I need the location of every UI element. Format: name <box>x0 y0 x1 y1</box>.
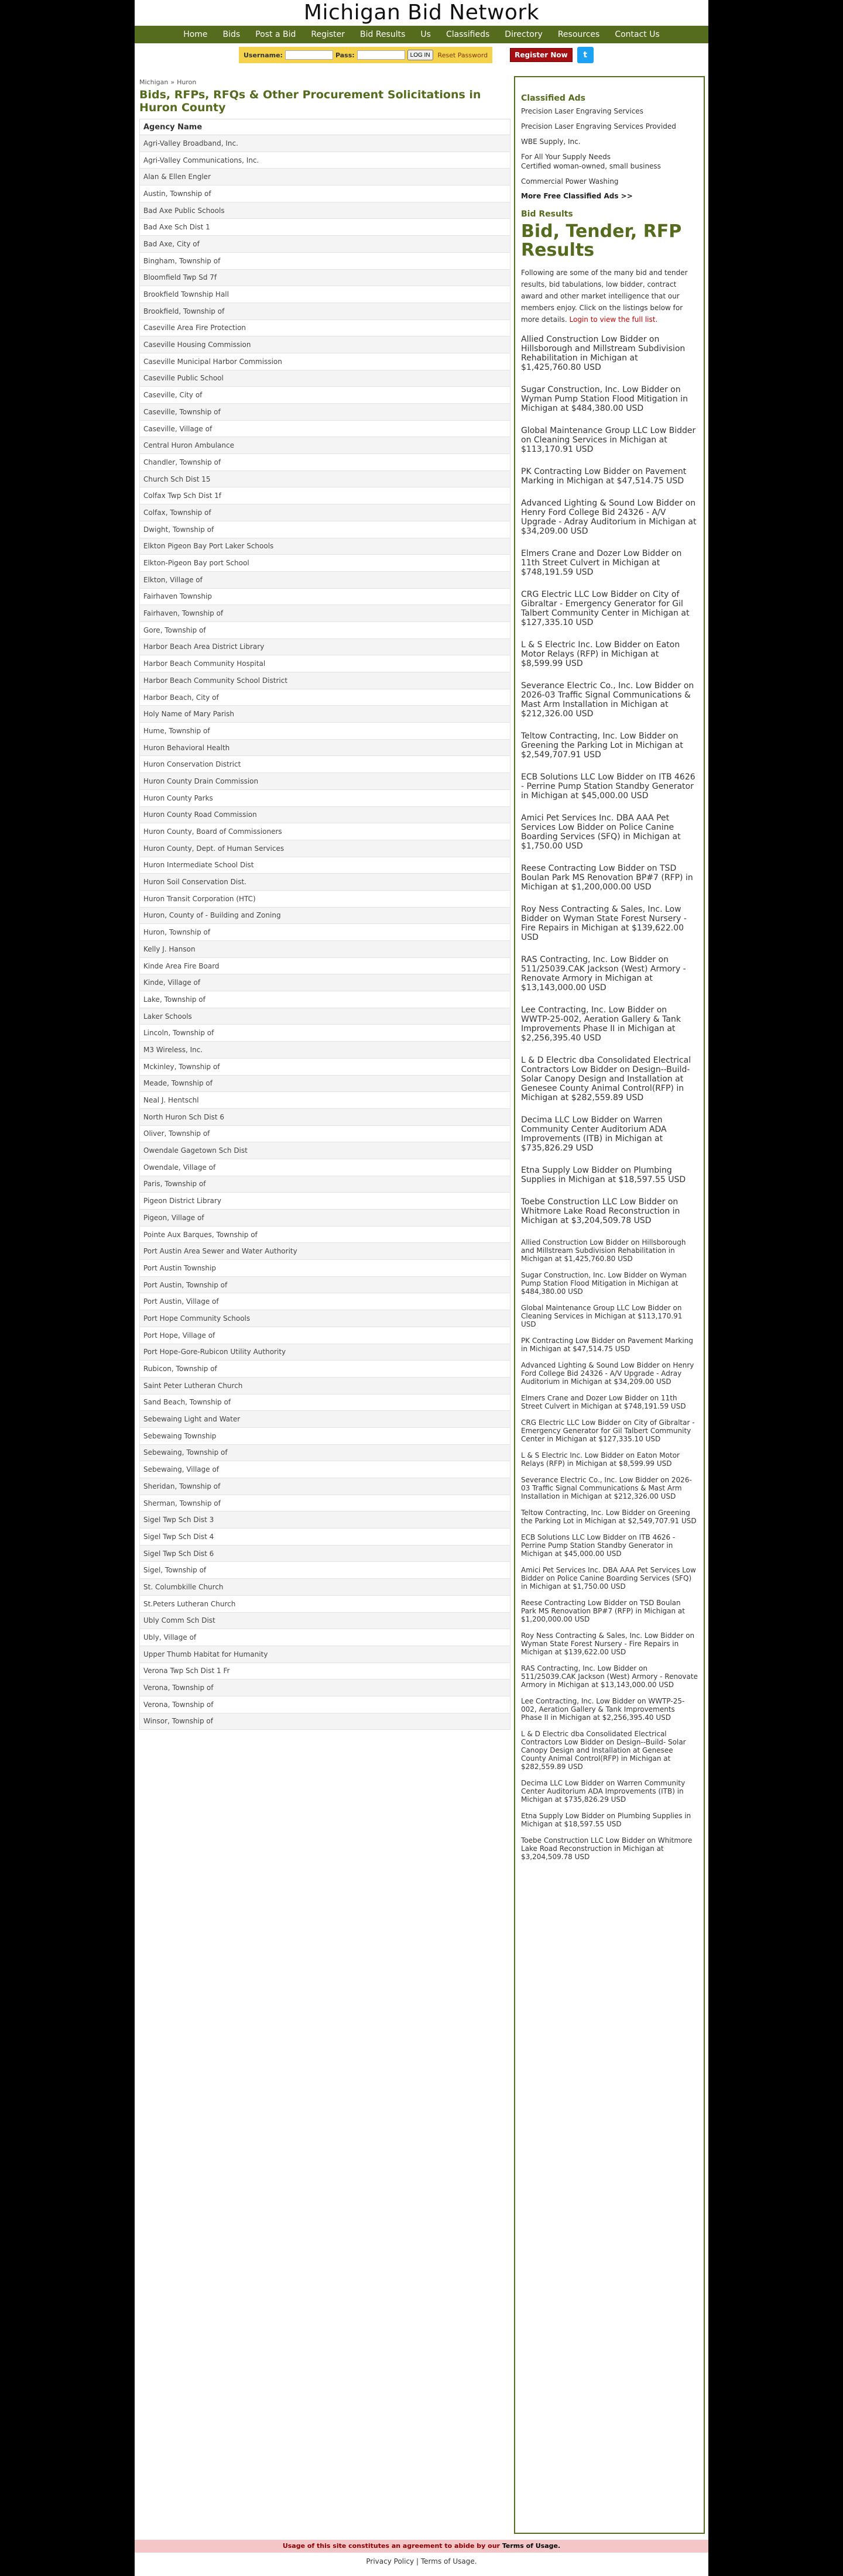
table-row[interactable] <box>140 404 510 421</box>
agency-name-cell[interactable]: Lake, Township of <box>140 991 510 1008</box>
table-row[interactable] <box>140 1310 510 1327</box>
agency-name-header: Agency Name <box>140 119 510 135</box>
bid-result-item[interactable]: PK Contracting Low Bidder on Pavement Marking in Michigan at $47,514.75 USD <box>521 1337 693 1353</box>
table-row[interactable] <box>140 638 510 655</box>
agency-name-cell[interactable]: Paris, Township of <box>140 1176 510 1193</box>
agency-name-cell[interactable]: Huron, County of - Building and Zoning <box>140 907 510 924</box>
table-row[interactable] <box>140 353 510 370</box>
agency-name-cell[interactable]: Bad Axe, City of <box>140 236 510 253</box>
agency-name-cell[interactable]: Chandler, Township of <box>140 454 510 471</box>
agency-name-cell[interactable]: Bingham, Township of <box>140 252 510 269</box>
agency-table <box>139 119 510 1730</box>
table-row[interactable] <box>140 1008 510 1025</box>
bid-result-item[interactable]: ECB Solutions LLC Low Bidder on ITB 4626 - Perrine Pump Station Standby Generator in Michigan at $45,000.00 USD <box>521 772 695 801</box>
agency-name-cell[interactable]: Verona, Township of <box>140 1696 510 1713</box>
agency-name-cell[interactable]: Huron Conservation District <box>140 756 510 773</box>
breadcrumb <box>139 78 510 86</box>
table-row[interactable] <box>140 1210 510 1227</box>
main-nav <box>135 26 708 43</box>
agency-name-cell[interactable]: St.Peters Lutheran Church <box>140 1595 510 1612</box>
table-row[interactable] <box>140 1327 510 1344</box>
agency-name-cell[interactable]: St. Columbkille Church <box>140 1579 510 1596</box>
bid-result-item[interactable]: Advanced Lighting & Sound Low Bidder on Henry Ford College Bid 24326 - A/V Upgrade - Adray Auditorium in Michigan at $34,209.00 USD <box>521 1361 694 1386</box>
table-row[interactable] <box>140 1663 510 1679</box>
bid-result-item[interactable]: Decima LLC Low Bidder on Warren Community Center Auditorium ADA Improvements (ITB) in Michigan at $735,826.29 USD <box>521 1779 686 1804</box>
agency-name-cell[interactable]: Huron Behavioral Health <box>140 739 510 756</box>
table-row[interactable] <box>140 169 510 186</box>
bid-result-item[interactable]: RAS Contracting, Inc. Low Bidder on 511/25039.CAK Jackson (West) Armory - Renovate Armory in Michigan at $13,143,000.00 USD <box>521 955 686 992</box>
breadcrumb-separator: » <box>170 78 175 86</box>
table-row[interactable] <box>140 1646 510 1663</box>
bid-result-item[interactable]: Elmers Crane and Dozer Low Bidder on 11th Street Culvert in Michigan at $748,191.59 USD <box>521 549 682 577</box>
login-bar <box>135 43 708 67</box>
table-row[interactable] <box>140 1058 510 1075</box>
table-row[interactable] <box>140 1092 510 1109</box>
bid-result-item[interactable]: L & S Electric Inc. Low Bidder on Eaton Motor Relays (RFP) in Michigan at $8,599.99 USD <box>521 1451 680 1468</box>
table-row[interactable] <box>140 219 510 236</box>
agency-name-cell[interactable]: Brookfield, Township of <box>140 303 510 320</box>
bid-result-item[interactable]: L & S Electric Inc. Low Bidder on Eaton Motor Relays (RFP) in Michigan at $8,599.99 USD <box>521 640 680 668</box>
table-row[interactable] <box>140 857 510 874</box>
bid-result-item[interactable]: PK Contracting Low Bidder on Pavement Marking in Michigan at $47,514.75 USD <box>521 467 687 486</box>
bid-result-item[interactable]: Teltow Contracting, Inc. Low Bidder on Greening the Parking Lot in Michigan at $2,549,707.91 USD <box>521 731 683 760</box>
table-row[interactable] <box>140 1411 510 1428</box>
table-row[interactable] <box>140 957 510 974</box>
agency-name-cell[interactable]: North Huron Sch Dist 6 <box>140 1108 510 1125</box>
table-row[interactable] <box>140 874 510 891</box>
login-box <box>239 47 492 63</box>
table-row[interactable] <box>140 202 510 219</box>
bid-results-list-small <box>515 1238 704 1861</box>
table-row[interactable] <box>140 1595 510 1612</box>
table-row[interactable] <box>140 1495 510 1512</box>
agency-name-cell[interactable]: Sigel, Township of <box>140 1562 510 1579</box>
agency-name-cell[interactable]: M3 Wireless, Inc. <box>140 1042 510 1059</box>
table-row[interactable] <box>140 504 510 521</box>
agency-name-cell[interactable]: Port Austin Township <box>140 1260 510 1277</box>
table-row[interactable] <box>140 1679 510 1696</box>
agency-name-cell[interactable]: Bad Axe Sch Dist 1 <box>140 219 510 236</box>
table-row[interactable] <box>140 135 510 152</box>
nav-contact-us[interactable]: Contact Us <box>615 30 660 39</box>
agency-name-cell[interactable]: Huron County, Dept. of Human Services <box>140 840 510 857</box>
table-row[interactable] <box>140 974 510 991</box>
agency-name-cell[interactable]: Huron, Township of <box>140 924 510 941</box>
table-row[interactable] <box>140 1545 510 1562</box>
table-row[interactable] <box>140 823 510 840</box>
agency-name-cell[interactable]: Gore, Township of <box>140 621 510 638</box>
table-row[interactable] <box>140 538 510 555</box>
agency-name-cell[interactable]: Brookfield Township Hall <box>140 286 510 303</box>
agency-name-cell[interactable]: Ubly Comm Sch Dist <box>140 1612 510 1629</box>
page-title: Bids, RFPs, RFQs & Other Procurement Solicitations in Huron County <box>139 88 481 114</box>
nav-resources[interactable]: Resources <box>557 30 600 39</box>
bid-result-item[interactable]: Severance Electric Co., Inc. Low Bidder on 2026-03 Traffic Signal Communications & Mast Arm Installation in Michigan at $212,326.00 USD <box>521 1476 692 1500</box>
table-row[interactable] <box>140 152 510 169</box>
table-row[interactable] <box>140 723 510 740</box>
classified-ad[interactable]: Commercial Power Washing <box>521 177 619 186</box>
bid-result-item[interactable]: Sugar Construction, Inc. Low Bidder on Wyman Pump Station Flood Mitigation in Michigan at $484,380.00 USD <box>521 385 688 413</box>
classified-ad[interactable]: Precision Laser Engraving Services <box>521 107 643 115</box>
nav-post-a-bid[interactable]: Post a Bid <box>255 30 296 39</box>
agency-name-cell[interactable]: Alan & Ellen Engler <box>140 169 510 186</box>
agency-name-cell[interactable]: Port Austin Area Sewer and Water Authority <box>140 1243 510 1260</box>
table-row[interactable] <box>140 1713 510 1730</box>
table-row[interactable] <box>140 689 510 706</box>
agency-name-cell[interactable]: Elkton-Pigeon Bay port School <box>140 555 510 572</box>
bid-result-item[interactable]: Elmers Crane and Dozer Low Bidder on 11th Street Culvert in Michigan at $748,191.59 USD <box>521 1394 686 1410</box>
agency-name-cell[interactable]: Huron County Road Commission <box>140 806 510 823</box>
bid-result-item[interactable]: Toebe Construction LLC Low Bidder on Whitmore Lake Road Reconstruction in Michigan at $3,204,509.78 USD <box>521 1836 693 1861</box>
table-row[interactable] <box>140 706 510 723</box>
bid-results-label: Bid Results <box>521 209 573 219</box>
nav-bids[interactable]: Bids <box>222 30 241 39</box>
table-row[interactable] <box>140 555 510 572</box>
agency-name-cell[interactable]: Huron County Drain Commission <box>140 773 510 790</box>
table-row[interactable] <box>140 1629 510 1646</box>
reset-password-link[interactable]: Reset Password <box>437 51 488 59</box>
agency-name-cell[interactable]: Dwight, Township of <box>140 521 510 538</box>
bid-result-item[interactable]: Lee Contracting, Inc. Low Bidder on WWTP-25-002, Aeration Gallery & Tank Improvements Phase II in Michigan at $2,256,395.40 USD <box>521 1697 685 1722</box>
nav-directory[interactable]: Directory <box>505 30 543 39</box>
bid-result-item[interactable]: L & D Electric dba Consolidated Electrical Contractors Low Bidder on Design--Build- Solar Canopy Design and Installation at Genesee County Animal Control(RFP) in Michigan at $282,559.89 USD <box>521 1056 691 1102</box>
table-row[interactable] <box>140 605 510 622</box>
table-row[interactable] <box>140 236 510 253</box>
bid-result-item[interactable]: Toebe Construction LLC Low Bidder on Whitmore Lake Road Reconstruction in Michigan at $3,204,509.78 USD <box>521 1197 680 1225</box>
agency-name-cell[interactable]: Sebewaing, Village of <box>140 1461 510 1478</box>
table-row[interactable] <box>140 269 510 286</box>
agency-name-cell[interactable]: Port Hope, Village of <box>140 1327 510 1344</box>
agency-name-cell[interactable]: Pigeon, Village of <box>140 1210 510 1227</box>
classified-ad[interactable]: Precision Laser Engraving Services Provided <box>521 122 676 130</box>
agency-name-cell[interactable]: Sigel Twp Sch Dist 4 <box>140 1529 510 1545</box>
table-row[interactable] <box>140 370 510 387</box>
table-row[interactable] <box>140 1478 510 1495</box>
bid-result-item[interactable]: Reese Contracting Low Bidder on TSD Boulan Park MS Renovation BP#7 (RFP) in Michigan at $1,200,000.00 USD <box>521 864 693 892</box>
agency-name-cell[interactable]: Oliver, Township of <box>140 1125 510 1142</box>
nav-bid-results[interactable]: Bid Results <box>360 30 406 39</box>
page-container <box>135 0 708 2576</box>
agency-name-cell[interactable]: Huron Intermediate School Dist <box>140 857 510 874</box>
bid-result-item[interactable]: Lee Contracting, Inc. Low Bidder on WWTP-25-002, Aeration Gallery & Tank Improvements Phase II in Michigan at $2,256,395.40 USD <box>521 1005 681 1043</box>
username-input[interactable] <box>285 50 333 60</box>
table-row[interactable] <box>140 1260 510 1277</box>
bid-result-item[interactable]: CRG Electric LLC Low Bidder on City of Gibraltar - Emergency Generator for Gil Talbert Community Center in Michigan at $127,335.10 USD <box>521 590 690 627</box>
table-row[interactable] <box>140 1696 510 1713</box>
bid-result-item[interactable]: Advanced Lighting & Sound Low Bidder on Henry Ford College Bid 24326 - A/V Upgrade - Adray Auditorium in Michigan at $34,209.00 USD <box>521 499 697 536</box>
agency-name-cell[interactable]: Colfax, Township of <box>140 504 510 521</box>
table-row[interactable] <box>140 521 510 538</box>
table-row[interactable] <box>140 1394 510 1411</box>
table-row[interactable] <box>140 1361 510 1378</box>
agency-name-cell[interactable]: Ubly, Village of <box>140 1629 510 1646</box>
table-row[interactable] <box>140 470 510 487</box>
bid-result-item[interactable]: Roy Ness Contracting & Sales, Inc. Low Bidder on Wyman State Forest Nursery - Fire Repairs in Michigan at $139,622.00 USD <box>521 905 687 942</box>
agency-name-cell[interactable]: Huron Transit Corporation (HTC) <box>140 890 510 907</box>
agency-name-cell[interactable]: Harbor Beach Community School District <box>140 672 510 689</box>
agency-name-cell[interactable]: Port Hope Community Schools <box>140 1310 510 1327</box>
agency-name-cell[interactable]: Holy Name of Mary Parish <box>140 706 510 723</box>
agency-name-cell[interactable]: Bad Axe Public Schools <box>140 202 510 219</box>
footer-notice-text: Usage of this site constitutes an agreement to abide by our <box>282 2542 500 2550</box>
password-label: Pass: <box>335 51 355 59</box>
more-classified-ads-link[interactable]: More Free Classified Ads >> <box>521 192 633 200</box>
agency-name-cell[interactable]: Verona Twp Sch Dist 1 Fr <box>140 1663 510 1679</box>
classified-ad[interactable]: WBE Supply, Inc. <box>521 138 581 146</box>
agency-name-cell[interactable]: Mckinley, Township of <box>140 1058 510 1075</box>
footer-notice <box>135 2540 708 2553</box>
agency-name-cell[interactable]: Elkton, Village of <box>140 571 510 588</box>
table-row[interactable] <box>140 387 510 404</box>
bid-result-item[interactable]: Allied Construction Low Bidder on Hillsborough and Millstream Subdivision Rehabilitation in Michigan at $1,425,760.80 USD <box>521 335 686 372</box>
agency-name-cell[interactable]: Caseville, Township of <box>140 404 510 421</box>
agency-name-cell[interactable]: Caseville Municipal Harbor Commission <box>140 353 510 370</box>
register-now-button[interactable]: Register Now <box>510 48 573 62</box>
agency-name-cell[interactable]: Caseville Housing Commission <box>140 336 510 353</box>
agency-name-cell[interactable]: Huron County Parks <box>140 789 510 806</box>
table-row[interactable] <box>140 1243 510 1260</box>
bid-results-list-large <box>515 335 704 1225</box>
agency-name-cell[interactable]: Neal J. Hentschl <box>140 1092 510 1109</box>
agency-name-cell[interactable]: Bloomfield Twp Sd 7f <box>140 269 510 286</box>
agency-name-cell[interactable]: Port Austin, Township of <box>140 1276 510 1293</box>
table-row[interactable] <box>140 1159 510 1176</box>
table-row[interactable] <box>140 320 510 336</box>
table-row[interactable] <box>140 924 510 941</box>
agency-name-cell[interactable]: Owendale Gagetown Sch Dist <box>140 1142 510 1159</box>
bid-result-item[interactable]: Amici Pet Services Inc. DBA AAA Pet Services Low Bidder on Police Canine Boarding Services (SFQ) in Michigan at $1,750.00 USD <box>521 1566 696 1591</box>
footer-separator: | <box>416 2557 419 2565</box>
table-row[interactable] <box>140 1276 510 1293</box>
table-row[interactable] <box>140 773 510 790</box>
table-row[interactable] <box>140 1176 510 1193</box>
table-row[interactable] <box>140 1108 510 1125</box>
agency-name-cell[interactable]: Huron County, Board of Commissioners <box>140 823 510 840</box>
table-row[interactable] <box>140 806 510 823</box>
agency-name-cell[interactable]: Sand Beach, Township of <box>140 1394 510 1411</box>
agency-name-cell[interactable]: Fairhaven Township <box>140 588 510 605</box>
table-row[interactable] <box>140 420 510 437</box>
agency-name-cell[interactable]: Lincoln, Township of <box>140 1025 510 1042</box>
table-row[interactable] <box>140 336 510 353</box>
nav-home[interactable]: Home <box>183 30 208 39</box>
table-row[interactable] <box>140 1075 510 1092</box>
agency-name-cell[interactable]: Winsor, Township of <box>140 1713 510 1730</box>
agency-name-cell[interactable]: Sebewaing, Township of <box>140 1444 510 1461</box>
bid-results-heading: Bid, Tender, RFP Results <box>521 221 682 260</box>
table-row[interactable] <box>140 991 510 1008</box>
site-title: Michigan Bid Network <box>303 1 540 25</box>
table-row[interactable] <box>140 303 510 320</box>
table-row[interactable] <box>140 907 510 924</box>
bid-result-item[interactable]: Teltow Contracting, Inc. Low Bidder on Greening the Parking Lot in Michigan at $2,549,707.91 USD <box>521 1509 697 1525</box>
agency-name-cell[interactable]: Caseville Public School <box>140 370 510 387</box>
agency-name-cell[interactable]: Hume, Township of <box>140 723 510 740</box>
agency-name-cell[interactable]: Colfax Twp Sch Dist 1f <box>140 487 510 504</box>
agency-name-cell[interactable]: Meade, Township of <box>140 1075 510 1092</box>
intro-text: Following are some of the many bid and tender results, bid tabulations, low bidder, contract award and other market intelligence that our members enjoy. Click on the listings below for more details. <box>521 269 688 324</box>
bid-result-item[interactable]: Etna Supply Low Bidder on Plumbing Supplies in Michigan at $18,597.55 USD <box>521 1166 686 1184</box>
agency-name-cell[interactable]: Saint Peter Lutheran Church <box>140 1377 510 1394</box>
agency-name-cell[interactable]: Fairhaven, Township of <box>140 605 510 622</box>
table-row[interactable] <box>140 890 510 907</box>
password-input[interactable] <box>357 50 405 60</box>
agency-name-cell[interactable]: Austin, Township of <box>140 186 510 202</box>
agency-name-cell[interactable]: Kinde, Village of <box>140 974 510 991</box>
agency-name-cell[interactable]: Sigel Twp Sch Dist 6 <box>140 1545 510 1562</box>
agency-name-cell[interactable]: Sheridan, Township of <box>140 1478 510 1495</box>
table-row[interactable] <box>140 1562 510 1579</box>
breadcrumb-huron[interactable]: Huron <box>177 78 197 86</box>
bid-result-item[interactable]: Severance Electric Co., Inc. Low Bidder on 2026-03 Traffic Signal Communications & Mast Arm Installation in Michigan at $212,326.00 USD <box>521 681 694 719</box>
bid-result-item[interactable]: Reese Contracting Low Bidder on TSD Boulan Park MS Renovation BP#7 (RFP) in Michigan at $1,200,000.00 USD <box>521 1599 685 1623</box>
agency-name-cell[interactable]: Owendale, Village of <box>140 1159 510 1176</box>
table-row[interactable] <box>140 1125 510 1142</box>
table-row[interactable] <box>140 789 510 806</box>
table-row[interactable] <box>140 186 510 202</box>
table-row[interactable] <box>140 252 510 269</box>
bid-result-item[interactable]: RAS Contracting, Inc. Low Bidder on 511/25039.CAK Jackson (West) Armory - Renovate Armory in Michigan at $13,143,000.00 USD <box>521 1664 698 1689</box>
agency-name-cell[interactable]: Rubicon, Township of <box>140 1361 510 1378</box>
table-row[interactable] <box>140 454 510 471</box>
twitter-icon[interactable]: t <box>577 47 594 63</box>
agency-name-cell[interactable]: Verona, Township of <box>140 1679 510 1696</box>
footer-terms-link[interactable]: Terms of Usage. <box>502 2542 561 2550</box>
bid-result-item[interactable]: Amici Pet Services Inc. DBA AAA Pet Services Low Bidder on Police Canine Boarding Services (SFQ) in Michigan at $1,750.00 USD <box>521 813 681 851</box>
table-row[interactable] <box>140 1529 510 1545</box>
agency-name-cell[interactable]: Kinde Area Fire Board <box>140 957 510 974</box>
table-row[interactable] <box>140 621 510 638</box>
table-row[interactable] <box>140 487 510 504</box>
agency-name-cell[interactable]: Pigeon District Library <box>140 1193 510 1210</box>
terms-of-usage-link[interactable]: Terms of Usage. <box>420 2557 477 2565</box>
agency-name-cell[interactable]: Laker Schools <box>140 1008 510 1025</box>
agency-name-cell[interactable]: Harbor Beach Area District Library <box>140 638 510 655</box>
agency-name-cell[interactable]: Elkton Pigeon Bay Port Laker Schools <box>140 538 510 555</box>
agency-name-cell[interactable]: Sigel Twp Sch Dist 3 <box>140 1512 510 1529</box>
classified-ads-title: Classified Ads <box>521 94 585 103</box>
table-row[interactable] <box>140 1612 510 1629</box>
agency-name-cell[interactable]: Port Austin, Village of <box>140 1293 510 1310</box>
nav-classifieds[interactable]: Classifieds <box>446 30 490 39</box>
table-row[interactable] <box>140 1579 510 1596</box>
agency-name-cell[interactable]: Kelly J. Hanson <box>140 941 510 958</box>
agency-name-cell[interactable]: Church Sch Dist 15 <box>140 470 510 487</box>
breadcrumb-michigan[interactable]: Michigan <box>139 78 169 86</box>
classified-ads-list <box>515 107 704 186</box>
bid-result-item[interactable]: CRG Electric LLC Low Bidder on City of Gibraltar - Emergency Generator for Gil Talbert Community Center in Michigan at $127,335.10 USD <box>521 1418 695 1443</box>
agency-name-cell[interactable]: Pointe Aux Barques, Township of <box>140 1226 510 1243</box>
table-row[interactable] <box>140 672 510 689</box>
table-row[interactable] <box>140 1512 510 1529</box>
bid-results-intro <box>521 267 698 325</box>
table-row[interactable] <box>140 571 510 588</box>
table-row[interactable] <box>140 1293 510 1310</box>
agency-name-cell[interactable]: Sebewaing Light and Water <box>140 1411 510 1428</box>
username-label: Username: <box>244 51 283 59</box>
agency-name-cell[interactable]: Upper Thumb Habitat for Humanity <box>140 1646 510 1663</box>
table-row[interactable] <box>140 1193 510 1210</box>
table-row[interactable] <box>140 437 510 454</box>
table-row[interactable] <box>140 739 510 756</box>
table-row[interactable] <box>140 1461 510 1478</box>
table-row[interactable] <box>140 588 510 605</box>
table-row[interactable] <box>140 1377 510 1394</box>
login-button[interactable]: LOG IN <box>407 50 433 60</box>
agency-name-cell[interactable]: Central Huron Ambulance <box>140 437 510 454</box>
table-row[interactable] <box>140 1344 510 1361</box>
nav-us[interactable]: Us <box>420 30 431 39</box>
bid-result-item[interactable]: Global Maintenance Group LLC Low Bidder on Cleaning Services in Michigan at $113,170.91 USD <box>521 1304 683 1328</box>
agency-name-cell[interactable]: Harbor Beach, City of <box>140 689 510 706</box>
agency-name-cell[interactable]: Caseville, City of <box>140 387 510 404</box>
login-to-view-link[interactable]: Login to view the full list. <box>569 315 658 324</box>
agency-name-cell[interactable]: Sherman, Township of <box>140 1495 510 1512</box>
footer-links <box>135 2557 708 2565</box>
table-row[interactable] <box>140 840 510 857</box>
bid-result-item[interactable]: Roy Ness Contracting & Sales, Inc. Low Bidder on Wyman State Forest Nursery - Fire Repairs in Michigan at $139,622.00 USD <box>521 1632 695 1656</box>
table-row[interactable] <box>140 1025 510 1042</box>
table-row[interactable] <box>140 1142 510 1159</box>
classified-ad[interactable]: For All Your Supply Needs Certified woman-owned, small business <box>521 153 661 170</box>
agency-name-cell[interactable]: Harbor Beach Community Hospital <box>140 655 510 672</box>
bid-result-item[interactable]: ECB Solutions LLC Low Bidder on ITB 4626 - Perrine Pump Station Standby Generator in Michigan at $45,000.00 USD <box>521 1533 676 1558</box>
bid-result-item[interactable]: Sugar Construction, Inc. Low Bidder on Wyman Pump Station Flood Mitigation in Michigan at $484,380.00 USD <box>521 1271 687 1296</box>
agency-name-cell[interactable]: Agri-Valley Communications, Inc. <box>140 152 510 169</box>
bid-result-item[interactable]: Global Maintenance Group LLC Low Bidder on Cleaning Services in Michigan at $113,170.91 USD <box>521 426 696 454</box>
table-row[interactable] <box>140 1444 510 1461</box>
agency-name-cell[interactable]: Port Hope-Gore-Rubicon Utility Authority <box>140 1344 510 1361</box>
bid-result-item[interactable]: L & D Electric dba Consolidated Electrical Contractors Low Bidder on Design--Build- Solar Canopy Design and Installation at Genesee County Animal Control(RFP) in Michigan at $282,559.89 USD <box>521 1730 686 1771</box>
agency-name-cell[interactable]: Caseville Area Fire Protection <box>140 320 510 336</box>
table-row[interactable] <box>140 655 510 672</box>
table-row[interactable] <box>140 1042 510 1059</box>
table-row[interactable] <box>140 286 510 303</box>
agency-name-cell[interactable]: Sebewaing Township <box>140 1427 510 1444</box>
sidebar <box>514 76 705 2534</box>
bid-result-item[interactable]: Allied Construction Low Bidder on Hillsborough and Millstream Subdivision Rehabilitation in Michigan at $1,425,760.80 USD <box>521 1238 686 1263</box>
privacy-policy-link[interactable]: Privacy Policy <box>366 2557 414 2565</box>
table-row[interactable] <box>140 1427 510 1444</box>
main-content <box>139 78 510 1730</box>
agency-name-cell[interactable]: Caseville, Village of <box>140 420 510 437</box>
agency-name-cell[interactable]: Agri-Valley Broadband, Inc. <box>140 135 510 152</box>
table-row[interactable] <box>140 941 510 958</box>
table-row[interactable] <box>140 756 510 773</box>
agency-name-cell[interactable]: Huron Soil Conservation Dist. <box>140 874 510 891</box>
table-row[interactable] <box>140 1226 510 1243</box>
bid-result-item[interactable]: Decima LLC Low Bidder on Warren Community Center Auditorium ADA Improvements (ITB) in Michigan at $735,826.29 USD <box>521 1115 667 1153</box>
bid-result-item[interactable]: Etna Supply Low Bidder on Plumbing Supplies in Michigan at $18,597.55 USD <box>521 1812 691 1828</box>
nav-register[interactable]: Register <box>311 30 345 39</box>
